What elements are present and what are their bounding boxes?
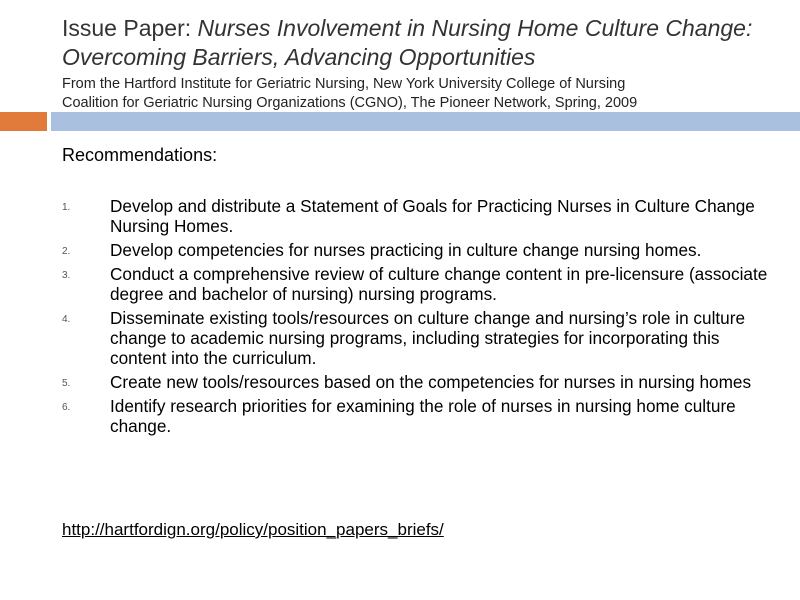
subtitle-line-1: From the Hartford Institute for Geriatric Nursing, New York University College of Nursing [62, 76, 626, 92]
item-text: Develop and distribute a Statement of Goals for Practicing Nurses in Culture Change Nursing Homes. [110, 196, 755, 236]
item-text: Disseminate existing tools/resources on culture change and nursing’s role in culture change to academic nursing programs, including strategies for incorporating this content into the curriculum. [110, 308, 746, 368]
item-number: 6. [62, 402, 71, 413]
item-number: 5. [62, 378, 71, 389]
recommendations-list [62, 196, 772, 440]
subtitle-line-2: Coalition for Geriatric Nursing Organizations (CGNO), The Pioneer Network, Spring, 2009 [62, 95, 638, 111]
item-number: 3. [62, 270, 71, 281]
item-text: Conduct a comprehensive review of culture change content in pre-licensure (associate degree and bachelor of nursing) nursing programs. [110, 264, 768, 304]
divider-bar [51, 112, 800, 131]
item-text: Develop competencies for nurses practicing in culture change nursing homes. [110, 240, 702, 260]
item-number: 2. [62, 246, 71, 257]
recommendations-heading: Recommendations: [62, 145, 218, 165]
accent-bar [0, 112, 47, 131]
list-item [62, 308, 772, 368]
item-text: Identify research priorities for examining the role of nurses in nursing home culture change. [110, 396, 736, 436]
item-number: 1. [62, 202, 71, 213]
list-item [62, 396, 772, 436]
title-italic: Nurses Involvement in Nursing Home Culture Change: Overcoming Barriers, Advancing Opportunities [62, 15, 753, 70]
source-link[interactable]: http://hartfordign.org/policy/position_papers_briefs/ [62, 520, 444, 539]
title-prefix: Issue Paper: [62, 15, 198, 41]
item-number: 4. [62, 314, 71, 325]
item-text: Create new tools/resources based on the competencies for nurses in nursing homes [110, 372, 752, 392]
list-item [62, 264, 772, 304]
page-title [62, 14, 782, 72]
list-item [62, 240, 772, 260]
subtitle [62, 75, 782, 113]
list-item [62, 196, 772, 236]
list-item [62, 372, 772, 392]
